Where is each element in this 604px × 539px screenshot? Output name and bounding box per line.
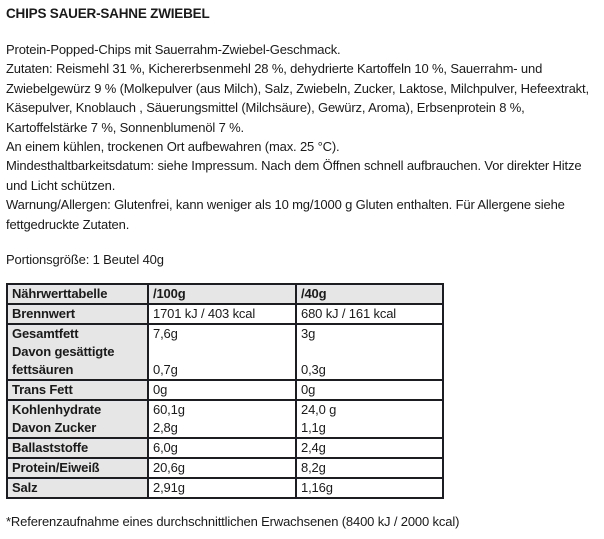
product-title: CHIPS SAUER-SAHNE ZWIEBEL [6,6,210,21]
label-line: fettsäuren [12,362,74,377]
header-per-portion: /40g [296,284,443,304]
label-line: Gesamtfett [12,326,79,341]
value-per-100g [148,400,296,438]
value-line: 1701 kJ / 403 kcal [153,306,256,321]
value-line: 2,8g [153,420,178,435]
table-row-protein [7,458,443,478]
value-per-100g [148,304,296,324]
best-before-text: Mindesthaltbarkeitsdatum: siehe Impressum. Nach dem Öffnen schnell aufbrauchen. Vor direkter Hitze und Licht schützen. [6,158,582,193]
value-line: 20,6g [153,460,185,475]
value-per-portion [296,304,443,324]
value-per-portion [296,324,443,380]
table-row-brennwert [7,304,443,324]
header-per-100g: /100g [148,284,296,304]
value-line: 0g [153,382,168,397]
value-line: 7,6g [153,326,178,341]
value-line: 60,1g [153,402,185,417]
table-row-kohlenhydrate [7,400,443,438]
value-per-100g [148,438,296,458]
reference-intake-footnote: *Referenzaufnahme eines durchschnittlichen Erwachsenen (8400 kJ / 2000 kcal) [6,514,460,529]
table-row-fett [7,324,443,380]
product-description [6,40,602,234]
value-line: 0,7g [153,362,178,377]
label-line: Salz [12,480,38,495]
table-row-ballaststoffe [7,438,443,458]
portion-size: Portionsgröße: 1 Beutel 40g [6,252,164,267]
value-per-100g [148,458,296,478]
value-line: 0g [301,382,316,397]
nutrient-label [7,458,148,478]
label-line: Davon Zucker [12,420,97,435]
nutrient-label [7,438,148,458]
value-line: 2,91g [153,480,185,495]
label-line: Ballaststoffe [12,440,89,455]
header-nutrient: Nährwerttabelle [7,284,148,304]
value-line: 1,16g [301,480,333,495]
value-per-portion [296,380,443,400]
label-line: Trans Fett [12,382,73,397]
value-line: 6,0g [153,440,178,455]
allergen-warning-text: Warnung/Allergen: Glutenfrei, kann weniger als 10 mg/1000 g Gluten enthalten. Für Allergene siehe fettgedruckte Zutaten. [6,197,565,232]
value-line: 24,0 g [301,402,337,417]
product-subtitle: Protein-Popped-Chips mit Sauerrahm-Zwiebel-Geschmack. [6,42,341,57]
storage-text: An einem kühlen, trockenen Ort aufbewahren (max. 25 °C). [6,139,340,155]
table-row-salz [7,478,443,498]
table-row-trans-fett [7,380,443,400]
value-per-100g [148,478,296,498]
ingredients-text: Zutaten: Reismehl 31 %, Kichererbsenmehl 28 %, dehydrierte Kartoffeln 10 %, Sauerrahm- und Zwiebelgewürz 9 % (Molkepulver (aus Milch), Salz, Zwiebeln, Zucker, Laktose, Milchpulver, Hefeextrakt, Käsepulver, Knoblauch , Säuerungsmittel (Milchsäure), Gewürz, Aroma), Erbsenprotein 8 %, Kartoffelstärke 7 %, Sonnenblumenöl 7 %. [6,61,589,135]
nutrition-table-header [7,284,443,304]
value-per-100g [148,380,296,400]
value-per-100g [148,324,296,380]
value-per-portion [296,400,443,438]
nutrient-label [7,324,148,380]
value-line-blank [301,343,438,361]
nutrient-label [7,304,148,324]
value-line: 1,1g [301,420,326,435]
nutrient-label [7,478,148,498]
value-line: 0,3g [301,362,326,377]
value-line-blank [153,343,291,361]
value-line: 3g [301,326,316,341]
value-line: 8,2g [301,460,326,475]
nutrition-table [6,283,444,499]
value-per-portion [296,438,443,458]
label-line: Brennwert [12,306,75,321]
value-per-portion [296,458,443,478]
nutrient-label [7,380,148,400]
value-line: 680 kJ / 161 kcal [301,306,397,321]
value-line: 2,4g [301,440,326,455]
value-per-portion [296,478,443,498]
nutrient-label [7,400,148,438]
label-line: Kohlenhydrate [12,402,102,417]
label-line: Protein/Eiweiß [12,460,100,475]
label-line: Davon gesättigte [12,344,115,359]
